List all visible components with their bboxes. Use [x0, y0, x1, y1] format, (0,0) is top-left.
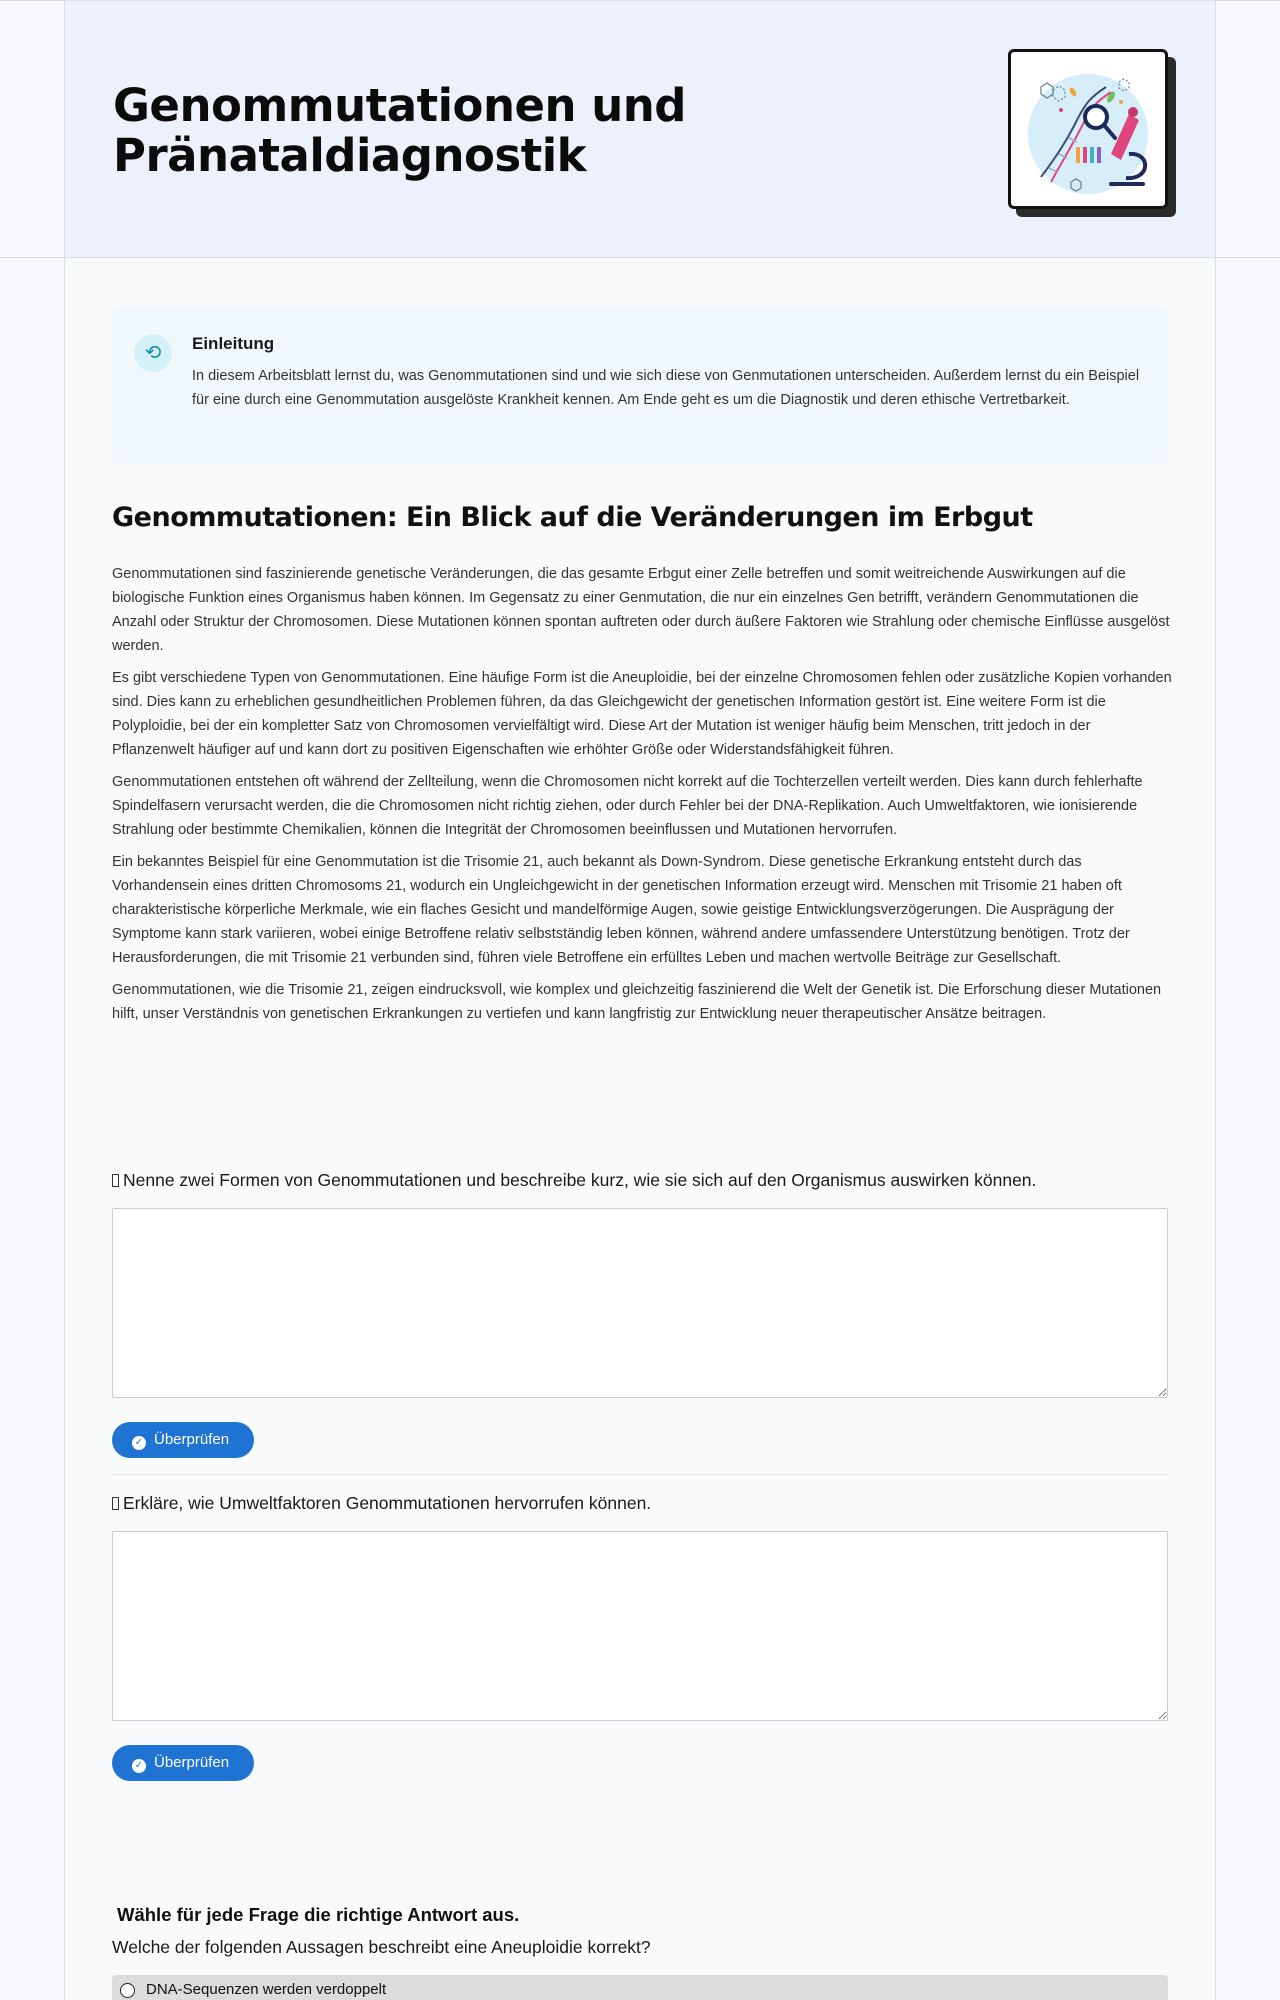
mc-option[interactable]	[112, 1975, 1168, 2000]
page-title: Genommutationen und Pränataldiagnostik	[113, 79, 686, 182]
section-body	[112, 562, 1172, 1034]
paragraph: Genommutationen sind faszinierende genetische Veränderungen, die das gesamte Erbgut einer Zelle betreffen und somit weitreichende Auswirkungen auf die biologische Funktion eines Organismus haben können. Im Gegensatz zu einer Genmutation, die nur ein einzelnes Gen betrifft, verändern Genommutationen die Anzahl oder Struktur der Chromosomen. Diese Mutationen können spontan auftreten oder durch äußere Faktoren wie Strahlung oder chemische Einflüsse ausgelöst werden.	[112, 566, 1170, 654]
question-2	[112, 1493, 1172, 1514]
header-banner	[64, 1, 1216, 257]
question-mark-icon	[112, 1497, 119, 1510]
mc-option-label: DNA-Sequenzen werden verdoppelt	[146, 1981, 387, 1998]
intro-title: Einleitung	[192, 334, 275, 353]
section-title: Genommutationen: Ein Blick auf die Veränderungen im Erbgut	[112, 502, 1033, 533]
mc-question: Welche der folgenden Aussagen beschreibt eine Aneuploidie korrekt?	[112, 1937, 651, 1957]
paragraph: Genommutationen entstehen oft während der Zellteilung, wenn die Chromosomen nicht korrekt auf die Tochterzellen verteilt werden. Dies kann durch fehlerhafte Spindelfasern verursacht werden, die die Chromosomen nicht richtig ziehen, oder durch Fehler bei der DNA-Replikation. Auch Umweltfaktoren, wie ionisierende Strahlung oder bestimmte Chemikalien, können die Integrität der Chromosomen beeinflussen und Mutationen hervorrufen.	[112, 774, 1143, 838]
radio-button[interactable]	[120, 1983, 135, 1998]
header	[0, 0, 1280, 258]
check-circle-icon: ✓	[132, 1436, 146, 1450]
question-1	[112, 1170, 1172, 1191]
paragraph: Ein bekanntes Beispiel für eine Genommutation ist die Trisomie 21, auch bekannt als Down-Syndrom. Diese genetische Erkrankung entsteht durch das Vorhandensein eines dritten Chromosoms 21, wodurch ein Ungleichgewicht in der genetischen Information erzeugt wird. Menschen mit Trisomie 21 haben oft charakteristische körperliche Merkmale, wie ein flaches Gesicht und mandelförmige Augen, sowie geistige Entwicklungsverzögerungen. Die Ausprägung der Symptome kann stark variieren, wobei einige Betroffene relativ selbstständig leben können, während andere umfassendere Unterstützung benötigen. Trotz der Herausforderungen, die mit Trisomie 21 verbunden sind, führen viele Betroffene ein erfülltes Leben und machen wertvolle Beiträge zur Gesellschaft.	[112, 854, 1130, 966]
question-mark-icon	[112, 1174, 119, 1187]
check-button-label: Überprüfen	[154, 1754, 230, 1771]
divider	[112, 1474, 1168, 1475]
answer-input-2[interactable]	[112, 1531, 1168, 1721]
check-button-label: Überprüfen	[154, 1431, 230, 1448]
paragraph: Genommutationen, wie die Trisomie 21, zeigen eindrucksvoll, wie komplex und gleichzeitig faszinierend die Welt der Genetik ist. Die Erforschung dieser Mutationen hilft, unser Verständnis von genetischen Erkrankungen zu vertiefen und kann langfristig zur Entwicklung neuer therapeutischer Ansätze beitragen.	[112, 982, 1162, 1022]
dna-refresh-icon: ⟲	[134, 334, 172, 372]
genetics-logo	[1008, 49, 1168, 209]
microscope-dna-icon	[1011, 52, 1165, 206]
intro-box	[112, 306, 1168, 464]
question-2-text: Erkläre, wie Umweltfaktoren Genommutationen hervorrufen können.	[123, 1493, 652, 1513]
check-circle-icon: ✓	[132, 1759, 146, 1773]
check-button-1[interactable]	[112, 1422, 254, 1458]
answer-input-1[interactable]	[112, 1208, 1168, 1398]
mc-heading: Wähle für jede Frage die richtige Antwort aus.	[117, 1904, 520, 1925]
check-button-2[interactable]	[112, 1745, 254, 1781]
paragraph: Es gibt verschiedene Typen von Genommutationen. Eine häufige Form ist die Aneuploidie, bei der einzelne Chromosomen fehlen oder zusätzliche Kopien vorhanden sind. Dies kann zu erheblichen gesundheitlichen Problemen führen, da das Gleichgewicht der genetischen Information gestört ist. Eine weitere Form ist die Polyploidie, bei der ein kompletter Satz von Chromosomen vervielfältigt wird. Diese Art der Mutation ist weniger häufig beim Menschen, tritt jedoch in der Pflanzenwelt häufiger auf und kann dort zu positiven Eigenschaften wie erhöhter Größe oder Widerstandsfähigkeit führen.	[112, 670, 1172, 758]
question-1-text: Nenne zwei Formen von Genommutationen und beschreibe kurz, wie sie sich auf den Organismus auswirken können.	[123, 1170, 1037, 1190]
intro-text: In diesem Arbeitsblatt lernst du, was Genommutationen sind und wie sich diese von Genmutationen unterscheiden. Außerdem lernst du ein Beispiel für eine durch eine Genommutation ausgelöste Krankheit kennen. Am Ende geht es um die Diagnostik und deren ethische Vertretbarkeit.	[192, 368, 1140, 408]
